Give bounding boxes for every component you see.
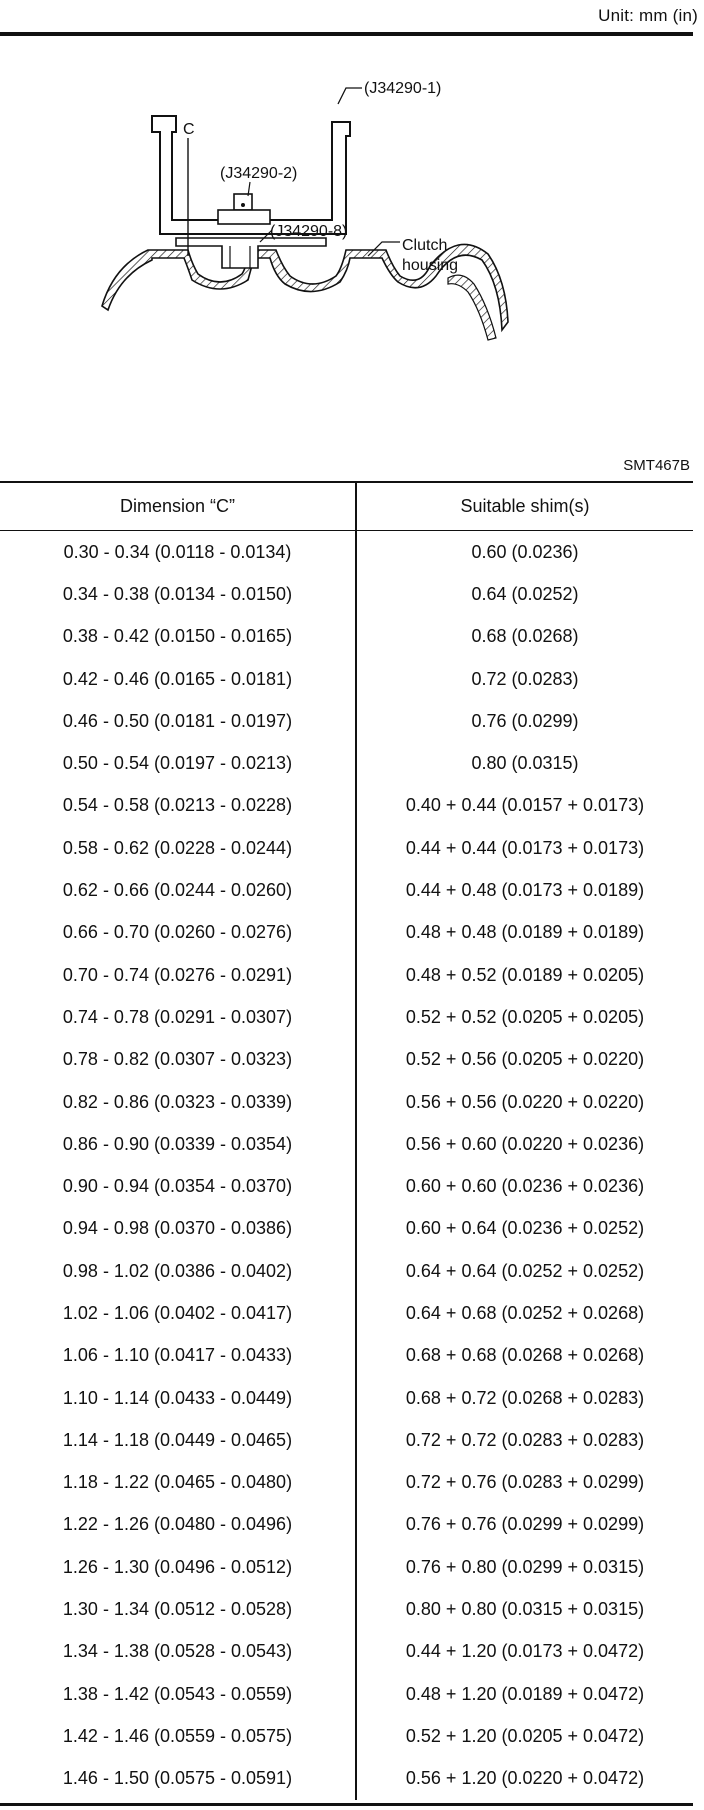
dimension-cell: 0.42 - 0.46 (0.0165 - 0.0181) bbox=[0, 658, 356, 700]
table-row bbox=[0, 1335, 693, 1377]
dimension-cell: 0.34 - 0.38 (0.0134 - 0.0150) bbox=[0, 573, 356, 615]
dimension-cell: 1.02 - 1.06 (0.0402 - 0.0417) bbox=[0, 1292, 356, 1334]
shim-cell: 0.44 + 0.44 (0.0173 + 0.0173) bbox=[405, 837, 645, 858]
header-dimension-c: Dimension “C” bbox=[0, 483, 356, 531]
dimension-cell: 0.66 - 0.70 (0.0260 - 0.0276) bbox=[0, 912, 356, 954]
gauge-pin bbox=[241, 203, 245, 207]
table-row bbox=[0, 1292, 693, 1334]
shim-cell: 0.56 + 0.56 (0.0220 + 0.0220) bbox=[405, 1091, 645, 1112]
table-bottom-rule bbox=[0, 1803, 693, 1806]
top-rule bbox=[0, 32, 693, 36]
table-row bbox=[0, 996, 693, 1038]
table-row bbox=[0, 827, 693, 869]
label-j34290-8: (J34290-8) bbox=[270, 223, 348, 240]
table-row bbox=[0, 1039, 693, 1081]
dimension-cell: 0.86 - 0.90 (0.0339 - 0.0354) bbox=[0, 1123, 356, 1165]
figure-id: SMT467B bbox=[623, 457, 690, 474]
dimension-cell: 0.94 - 0.98 (0.0370 - 0.0386) bbox=[0, 1208, 356, 1250]
dimension-cell: 0.38 - 0.42 (0.0150 - 0.0165) bbox=[0, 616, 356, 658]
table-row bbox=[0, 785, 693, 827]
table-row bbox=[0, 616, 693, 658]
shim-selection-table bbox=[0, 483, 693, 1800]
clutch-housing-diagram bbox=[100, 70, 570, 395]
shim-cell: 0.44 + 1.20 (0.0173 + 0.0472) bbox=[405, 1641, 645, 1662]
dimension-cell: 1.06 - 1.10 (0.0417 - 0.0433) bbox=[0, 1335, 356, 1377]
tool-j34290-2 bbox=[234, 194, 252, 210]
dimension-cell: 0.62 - 0.66 (0.0244 - 0.0260) bbox=[0, 869, 356, 911]
table-body bbox=[0, 531, 693, 1800]
shim-cell: 0.56 + 1.20 (0.0220 + 0.0472) bbox=[405, 1768, 645, 1789]
shim-cell: 0.72 (0.0283) bbox=[471, 668, 579, 689]
shim-cell: 0.64 (0.0252) bbox=[471, 583, 579, 604]
shim-cell: 0.60 + 0.60 (0.0236 + 0.0236) bbox=[405, 1176, 645, 1197]
table-row bbox=[0, 700, 693, 742]
dimension-cell: 1.38 - 1.42 (0.0543 - 0.0559) bbox=[0, 1673, 356, 1715]
shim-cell: 0.68 (0.0268) bbox=[471, 626, 579, 647]
label-dimension-c: C bbox=[183, 121, 195, 138]
table-row bbox=[0, 1208, 693, 1250]
label-housing: housing bbox=[402, 257, 459, 274]
table-row bbox=[0, 1250, 693, 1292]
table-row bbox=[0, 1504, 693, 1546]
table-row bbox=[0, 869, 693, 911]
label-j34290-2: (J34290-2) bbox=[220, 165, 298, 182]
table-row bbox=[0, 954, 693, 996]
shim-cell: 0.60 (0.0236) bbox=[471, 541, 579, 562]
table-row bbox=[0, 658, 693, 700]
dimension-cell: 0.98 - 1.02 (0.0386 - 0.0402) bbox=[0, 1250, 356, 1292]
table-row bbox=[0, 1377, 693, 1419]
shim-cell: 0.64 + 0.64 (0.0252 + 0.0252) bbox=[405, 1260, 645, 1281]
table-row bbox=[0, 1081, 693, 1123]
table-row bbox=[0, 573, 693, 615]
table-row bbox=[0, 1715, 693, 1757]
shim-cell: 0.72 + 0.72 (0.0283 + 0.0283) bbox=[405, 1429, 645, 1450]
dimension-cell: 0.46 - 0.50 (0.0181 - 0.0197) bbox=[0, 700, 356, 742]
dimension-cell: 1.14 - 1.18 (0.0449 - 0.0465) bbox=[0, 1419, 356, 1461]
label-clutch: Clutch bbox=[402, 237, 448, 254]
dimension-cell: 1.46 - 1.50 (0.0575 - 0.0591) bbox=[0, 1758, 356, 1800]
dimension-cell: 1.34 - 1.38 (0.0528 - 0.0543) bbox=[0, 1631, 356, 1673]
table-row bbox=[0, 1673, 693, 1715]
dimension-cell: 1.10 - 1.14 (0.0433 - 0.0449) bbox=[0, 1377, 356, 1419]
label-j34290-1: (J34290-1) bbox=[364, 80, 442, 97]
table-row bbox=[0, 1123, 693, 1165]
table-row bbox=[0, 531, 693, 574]
shim-cell: 0.64 + 0.68 (0.0252 + 0.0268) bbox=[405, 1302, 645, 1323]
dimension-cell: 0.58 - 0.62 (0.0228 - 0.0244) bbox=[0, 827, 356, 869]
shim-cell: 0.80 (0.0315) bbox=[471, 753, 579, 774]
shim-cell: 0.52 + 0.56 (0.0205 + 0.0220) bbox=[405, 1049, 645, 1070]
dimension-cell: 0.74 - 0.78 (0.0291 - 0.0307) bbox=[0, 996, 356, 1038]
dimension-cell: 1.22 - 1.26 (0.0480 - 0.0496) bbox=[0, 1504, 356, 1546]
dimension-cell: 0.82 - 0.86 (0.0323 - 0.0339) bbox=[0, 1081, 356, 1123]
table-row bbox=[0, 1546, 693, 1588]
shim-cell: 0.76 (0.0299) bbox=[471, 710, 579, 731]
table-header-row bbox=[0, 483, 693, 531]
dimension-cell: 1.30 - 1.34 (0.0512 - 0.0528) bbox=[0, 1588, 356, 1630]
dimension-cell: 0.54 - 0.58 (0.0213 - 0.0228) bbox=[0, 785, 356, 827]
dimension-cell: 1.18 - 1.22 (0.0465 - 0.0480) bbox=[0, 1462, 356, 1504]
clutch-housing-right bbox=[448, 275, 496, 340]
shim-cell: 0.40 + 0.44 (0.0157 + 0.0173) bbox=[405, 795, 645, 816]
shim-cell: 0.80 + 0.80 (0.0315 + 0.0315) bbox=[405, 1599, 645, 1620]
shim-cell: 0.68 + 0.72 (0.0268 + 0.0283) bbox=[405, 1387, 645, 1408]
shim-measurement-figure bbox=[100, 70, 570, 395]
shim-cell: 0.60 + 0.64 (0.0236 + 0.0252) bbox=[405, 1218, 645, 1239]
dimension-cell: 0.50 - 0.54 (0.0197 - 0.0213) bbox=[0, 742, 356, 784]
dimension-cell: 0.78 - 0.82 (0.0307 - 0.0323) bbox=[0, 1039, 356, 1081]
dimension-cell: 0.70 - 0.74 (0.0276 - 0.0291) bbox=[0, 954, 356, 996]
shim-cell: 0.76 + 0.76 (0.0299 + 0.0299) bbox=[405, 1514, 645, 1535]
unit-label: Unit: mm (in) bbox=[598, 6, 698, 25]
table-row bbox=[0, 1588, 693, 1630]
dimension-cell: 0.30 - 0.34 (0.0118 - 0.0134) bbox=[0, 531, 356, 574]
shim-cell: 0.52 + 0.52 (0.0205 + 0.0205) bbox=[405, 1006, 645, 1027]
header-suitable-shims: Suitable shim(s) bbox=[356, 483, 693, 531]
shim-cell: 0.48 + 0.52 (0.0189 + 0.0205) bbox=[405, 964, 645, 985]
table-row bbox=[0, 912, 693, 954]
shim-cell: 0.48 + 0.48 (0.0189 + 0.0189) bbox=[405, 922, 645, 943]
shim-cell: 0.48 + 1.20 (0.0189 + 0.0472) bbox=[405, 1683, 645, 1704]
table-row bbox=[0, 1631, 693, 1673]
dimension-cell: 1.26 - 1.30 (0.0496 - 0.0512) bbox=[0, 1546, 356, 1588]
gauge-plate bbox=[218, 210, 270, 224]
table-row bbox=[0, 1419, 693, 1461]
shim-cell: 0.76 + 0.80 (0.0299 + 0.0315) bbox=[405, 1556, 645, 1577]
tool-j34290-8 bbox=[176, 238, 326, 268]
shim-cell: 0.72 + 0.76 (0.0283 + 0.0299) bbox=[405, 1472, 645, 1493]
shim-cell: 0.56 + 0.60 (0.0220 + 0.0236) bbox=[405, 1133, 645, 1154]
table-row bbox=[0, 1462, 693, 1504]
table-row bbox=[0, 742, 693, 784]
shim-cell: 0.68 + 0.68 (0.0268 + 0.0268) bbox=[405, 1345, 645, 1366]
dimension-cell: 0.90 - 0.94 (0.0354 - 0.0370) bbox=[0, 1165, 356, 1207]
shim-cell: 0.52 + 1.20 (0.0205 + 0.0472) bbox=[405, 1725, 645, 1746]
dimension-cell: 1.42 - 1.46 (0.0559 - 0.0575) bbox=[0, 1715, 356, 1757]
leader-j34290-1 bbox=[338, 88, 362, 104]
shim-cell: 0.44 + 0.48 (0.0173 + 0.0189) bbox=[405, 880, 645, 901]
table-row bbox=[0, 1758, 693, 1800]
table-row bbox=[0, 1165, 693, 1207]
